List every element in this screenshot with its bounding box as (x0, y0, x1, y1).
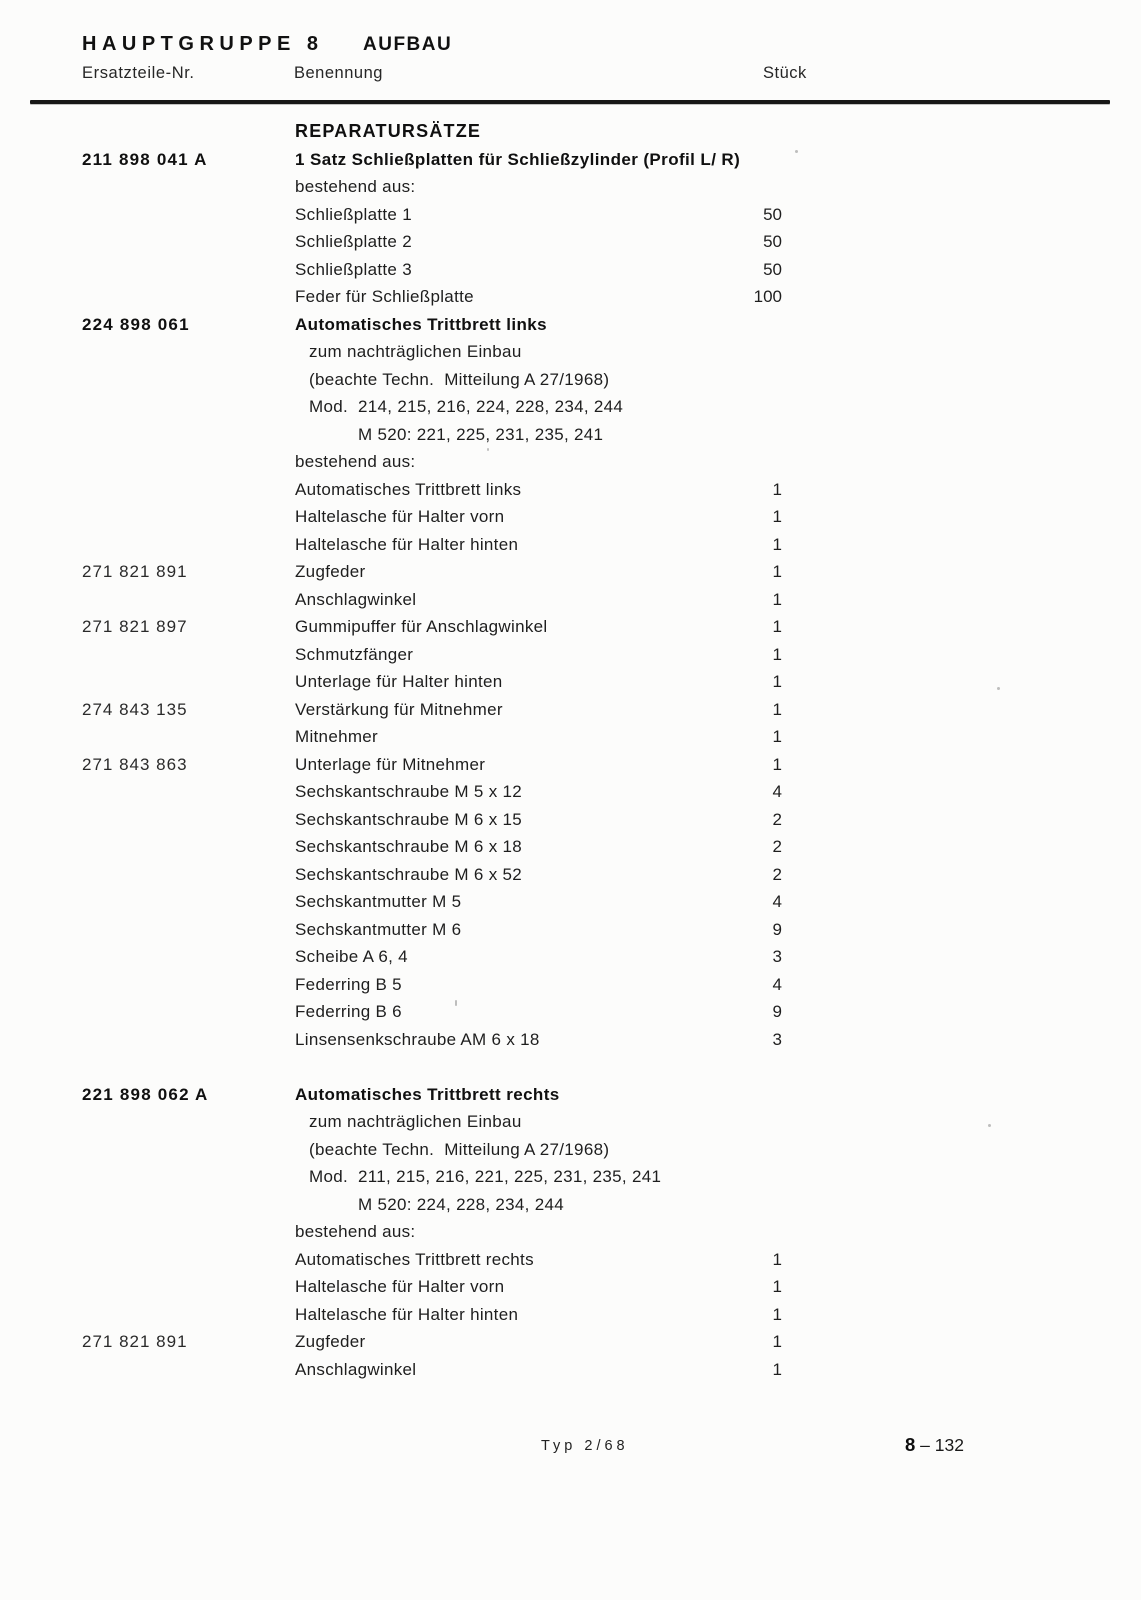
description-cell: Schließplatte 2 (295, 232, 412, 251)
quantity-cell: 1 (772, 754, 782, 774)
table-row (0, 1163, 1141, 1191)
main-group-title: AUFBAU (363, 34, 453, 55)
table-row (0, 998, 1141, 1026)
row-spacer (0, 1053, 1141, 1081)
footer-page-number (905, 1434, 964, 1456)
column-header-part-number: Ersatzteile-Nr. (82, 64, 195, 82)
table-row (0, 668, 1141, 696)
description-cell: Schließplatte 3 (295, 259, 412, 279)
quantity-cell: 3 (772, 947, 782, 966)
description-cell: Schließplatte 1 (295, 204, 412, 224)
description-cell: bestehend aus: (295, 1222, 416, 1241)
description-cell: M 520: 224, 228, 234, 244 (358, 1194, 564, 1214)
table-row (0, 1108, 1141, 1136)
description-cell: Federring B 5 (295, 974, 402, 994)
description-cell: Federring B 6 (295, 1002, 402, 1021)
table-row (0, 696, 1141, 724)
description-cell: Sechskantmutter M 6 (295, 919, 462, 939)
part-number-cell: 224 898 061 (82, 314, 190, 334)
part-number-cell: 271 821 891 (82, 1332, 188, 1351)
table-row (0, 531, 1141, 559)
description-cell: REPARATURSÄTZE (295, 121, 482, 141)
description-cell: Haltelasche für Halter vorn (295, 507, 505, 526)
description-cell: Sechskantschraube M 6 x 52 (295, 864, 523, 884)
table-row (0, 586, 1141, 614)
table-row (0, 1356, 1141, 1384)
description-cell: Anschlagwinkel (295, 1359, 417, 1379)
table-row (0, 888, 1141, 916)
table-row (0, 751, 1141, 779)
table-row (0, 861, 1141, 889)
quantity-cell: 4 (772, 892, 782, 911)
table-row (0, 916, 1141, 944)
part-number-cell: 271 821 891 (82, 562, 188, 581)
table-row (0, 1026, 1141, 1054)
table-row (0, 1246, 1141, 1274)
scan-speckle (997, 687, 1000, 690)
table-row (0, 1191, 1141, 1219)
description-cell: Automatisches Trittbrett rechts (295, 1084, 560, 1104)
table-row (0, 1136, 1141, 1164)
table-row (0, 503, 1141, 531)
quantity-cell: 1 (772, 479, 782, 499)
table-row (0, 476, 1141, 504)
part-number-cell: 271 821 897 (82, 617, 188, 636)
description-cell: Feder für Schließplatte (295, 287, 474, 306)
description-cell: Automatisches Trittbrett links (295, 479, 522, 499)
description-cell: zum nachträglichen Einbau (309, 1112, 522, 1131)
description-cell: Sechskantschraube M 5 x 12 (295, 782, 523, 801)
column-header-description: Benennung (294, 64, 383, 82)
description-cell: Linsensenkschraube AM 6 x 18 (295, 1029, 540, 1049)
description-cell: Anschlagwinkel (295, 589, 417, 609)
description-cell: Sechskantschraube M 6 x 18 (295, 837, 523, 856)
table-row (0, 256, 1141, 284)
part-number-cell: 274 843 135 (82, 699, 188, 719)
description-cell: Haltelasche für Halter hinten (295, 1304, 519, 1324)
table-row (0, 393, 1141, 421)
description-cell: zum nachträglichen Einbau (309, 342, 522, 361)
description-cell: Schmutzfänger (295, 644, 414, 664)
table-row (0, 1301, 1141, 1329)
quantity-cell: 1 (772, 1359, 782, 1379)
description-cell: Unterlage für Halter hinten (295, 672, 503, 691)
table-row (0, 421, 1141, 449)
quantity-cell: 1 (772, 617, 782, 636)
table-row (0, 366, 1141, 394)
footer-page-separator: – (920, 1435, 930, 1455)
description-cell: 1 Satz Schließplatten für Schließzylinder (Profil L/ R) (295, 149, 741, 169)
table-row (0, 228, 1141, 256)
description-cell: Zugfeder (295, 562, 366, 581)
table-row (0, 1273, 1141, 1301)
description-cell: Automatisches Trittbrett rechts (295, 1249, 534, 1269)
quantity-cell: 4 (772, 782, 782, 801)
description-cell: (beachte Techn. Mitteilung A 27/1968) (309, 1139, 610, 1159)
description-cell: Zugfeder (295, 1332, 366, 1351)
column-header-row (0, 64, 1141, 86)
table-row (0, 641, 1141, 669)
description-cell: Haltelasche für Halter vorn (295, 1277, 505, 1296)
description-cell: (beachte Techn. Mitteilung A 27/1968) (309, 369, 610, 389)
scan-speckle (455, 1000, 457, 1006)
header-divider-rule (30, 100, 1110, 104)
description-cell: Sechskantschraube M 6 x 15 (295, 809, 523, 829)
table-row (0, 613, 1141, 641)
description-cell: Mod. 214, 215, 216, 224, 228, 234, 244 (309, 397, 624, 416)
quantity-cell: 1 (772, 699, 782, 719)
footer-type-label: Typ 2/68 (541, 1438, 629, 1454)
scan-speckle (988, 1124, 991, 1127)
description-cell: Sechskantmutter M 5 (295, 892, 462, 911)
quantity-cell: 1 (772, 1304, 782, 1324)
quantity-cell: 1 (772, 672, 782, 691)
table-row (0, 448, 1141, 476)
footer-page-group: 8 (905, 1434, 916, 1455)
description-cell: Gummipuffer für Anschlagwinkel (295, 617, 548, 636)
quantity-cell: 50 (763, 259, 782, 279)
quantity-cell: 1 (772, 507, 782, 526)
quantity-cell: 2 (772, 809, 782, 829)
description-cell: Verstärkung für Mitnehmer (295, 699, 503, 719)
part-number-cell: 221 898 062 A (82, 1084, 209, 1104)
description-cell: bestehend aus: (295, 452, 416, 471)
quantity-cell: 100 (753, 287, 782, 306)
table-row (0, 201, 1141, 229)
quantity-cell: 2 (772, 864, 782, 884)
table-row (0, 118, 1141, 146)
quantity-cell: 1 (772, 727, 782, 746)
quantity-cell: 1 (772, 644, 782, 664)
description-cell: M 520: 221, 225, 231, 235, 241 (358, 424, 604, 444)
table-row (0, 723, 1141, 751)
table-row (0, 806, 1141, 834)
quantity-cell: 1 (772, 1249, 782, 1269)
description-cell: Mod. 211, 215, 216, 221, 225, 231, 235, 241 (309, 1167, 662, 1186)
quantity-cell: 4 (772, 974, 782, 994)
quantity-cell: 1 (772, 1277, 782, 1296)
table-row (0, 173, 1141, 201)
column-header-quantity: Stück (763, 64, 807, 82)
table-row (0, 971, 1141, 999)
table-row (0, 146, 1141, 174)
scan-speckle (487, 448, 489, 451)
quantity-cell: 9 (772, 1002, 782, 1021)
description-cell: Haltelasche für Halter hinten (295, 534, 519, 554)
scan-speckle (795, 150, 798, 153)
quantity-cell: 1 (772, 589, 782, 609)
table-row (0, 1081, 1141, 1109)
description-cell: Scheibe A 6, 4 (295, 947, 408, 966)
description-cell: Unterlage für Mitnehmer (295, 754, 486, 774)
quantity-cell: 9 (772, 919, 782, 939)
part-number-cell: 211 898 041 A (82, 149, 208, 169)
part-number-cell: 271 843 863 (82, 754, 188, 774)
description-cell: Mitnehmer (295, 727, 379, 746)
table-row (0, 943, 1141, 971)
quantity-cell: 3 (772, 1029, 782, 1049)
table-row (0, 778, 1141, 806)
table-row (0, 283, 1141, 311)
footer-page-value: 132 (934, 1435, 964, 1455)
table-row (0, 1328, 1141, 1356)
page-header (0, 33, 1141, 57)
quantity-cell: 50 (763, 232, 782, 251)
description-cell: Automatisches Trittbrett links (295, 314, 547, 334)
table-row (0, 311, 1141, 339)
table-row (0, 338, 1141, 366)
table-row (0, 558, 1141, 586)
quantity-cell: 1 (772, 562, 782, 581)
quantity-cell: 1 (772, 534, 782, 554)
table-row (0, 833, 1141, 861)
quantity-cell: 2 (772, 837, 782, 856)
main-group-label: HAUPTGRUPPE 8 (82, 33, 324, 55)
description-cell: bestehend aus: (295, 177, 416, 196)
quantity-cell: 1 (772, 1332, 782, 1351)
parts-table (0, 118, 1141, 1383)
quantity-cell: 50 (763, 204, 782, 224)
table-row (0, 1218, 1141, 1246)
